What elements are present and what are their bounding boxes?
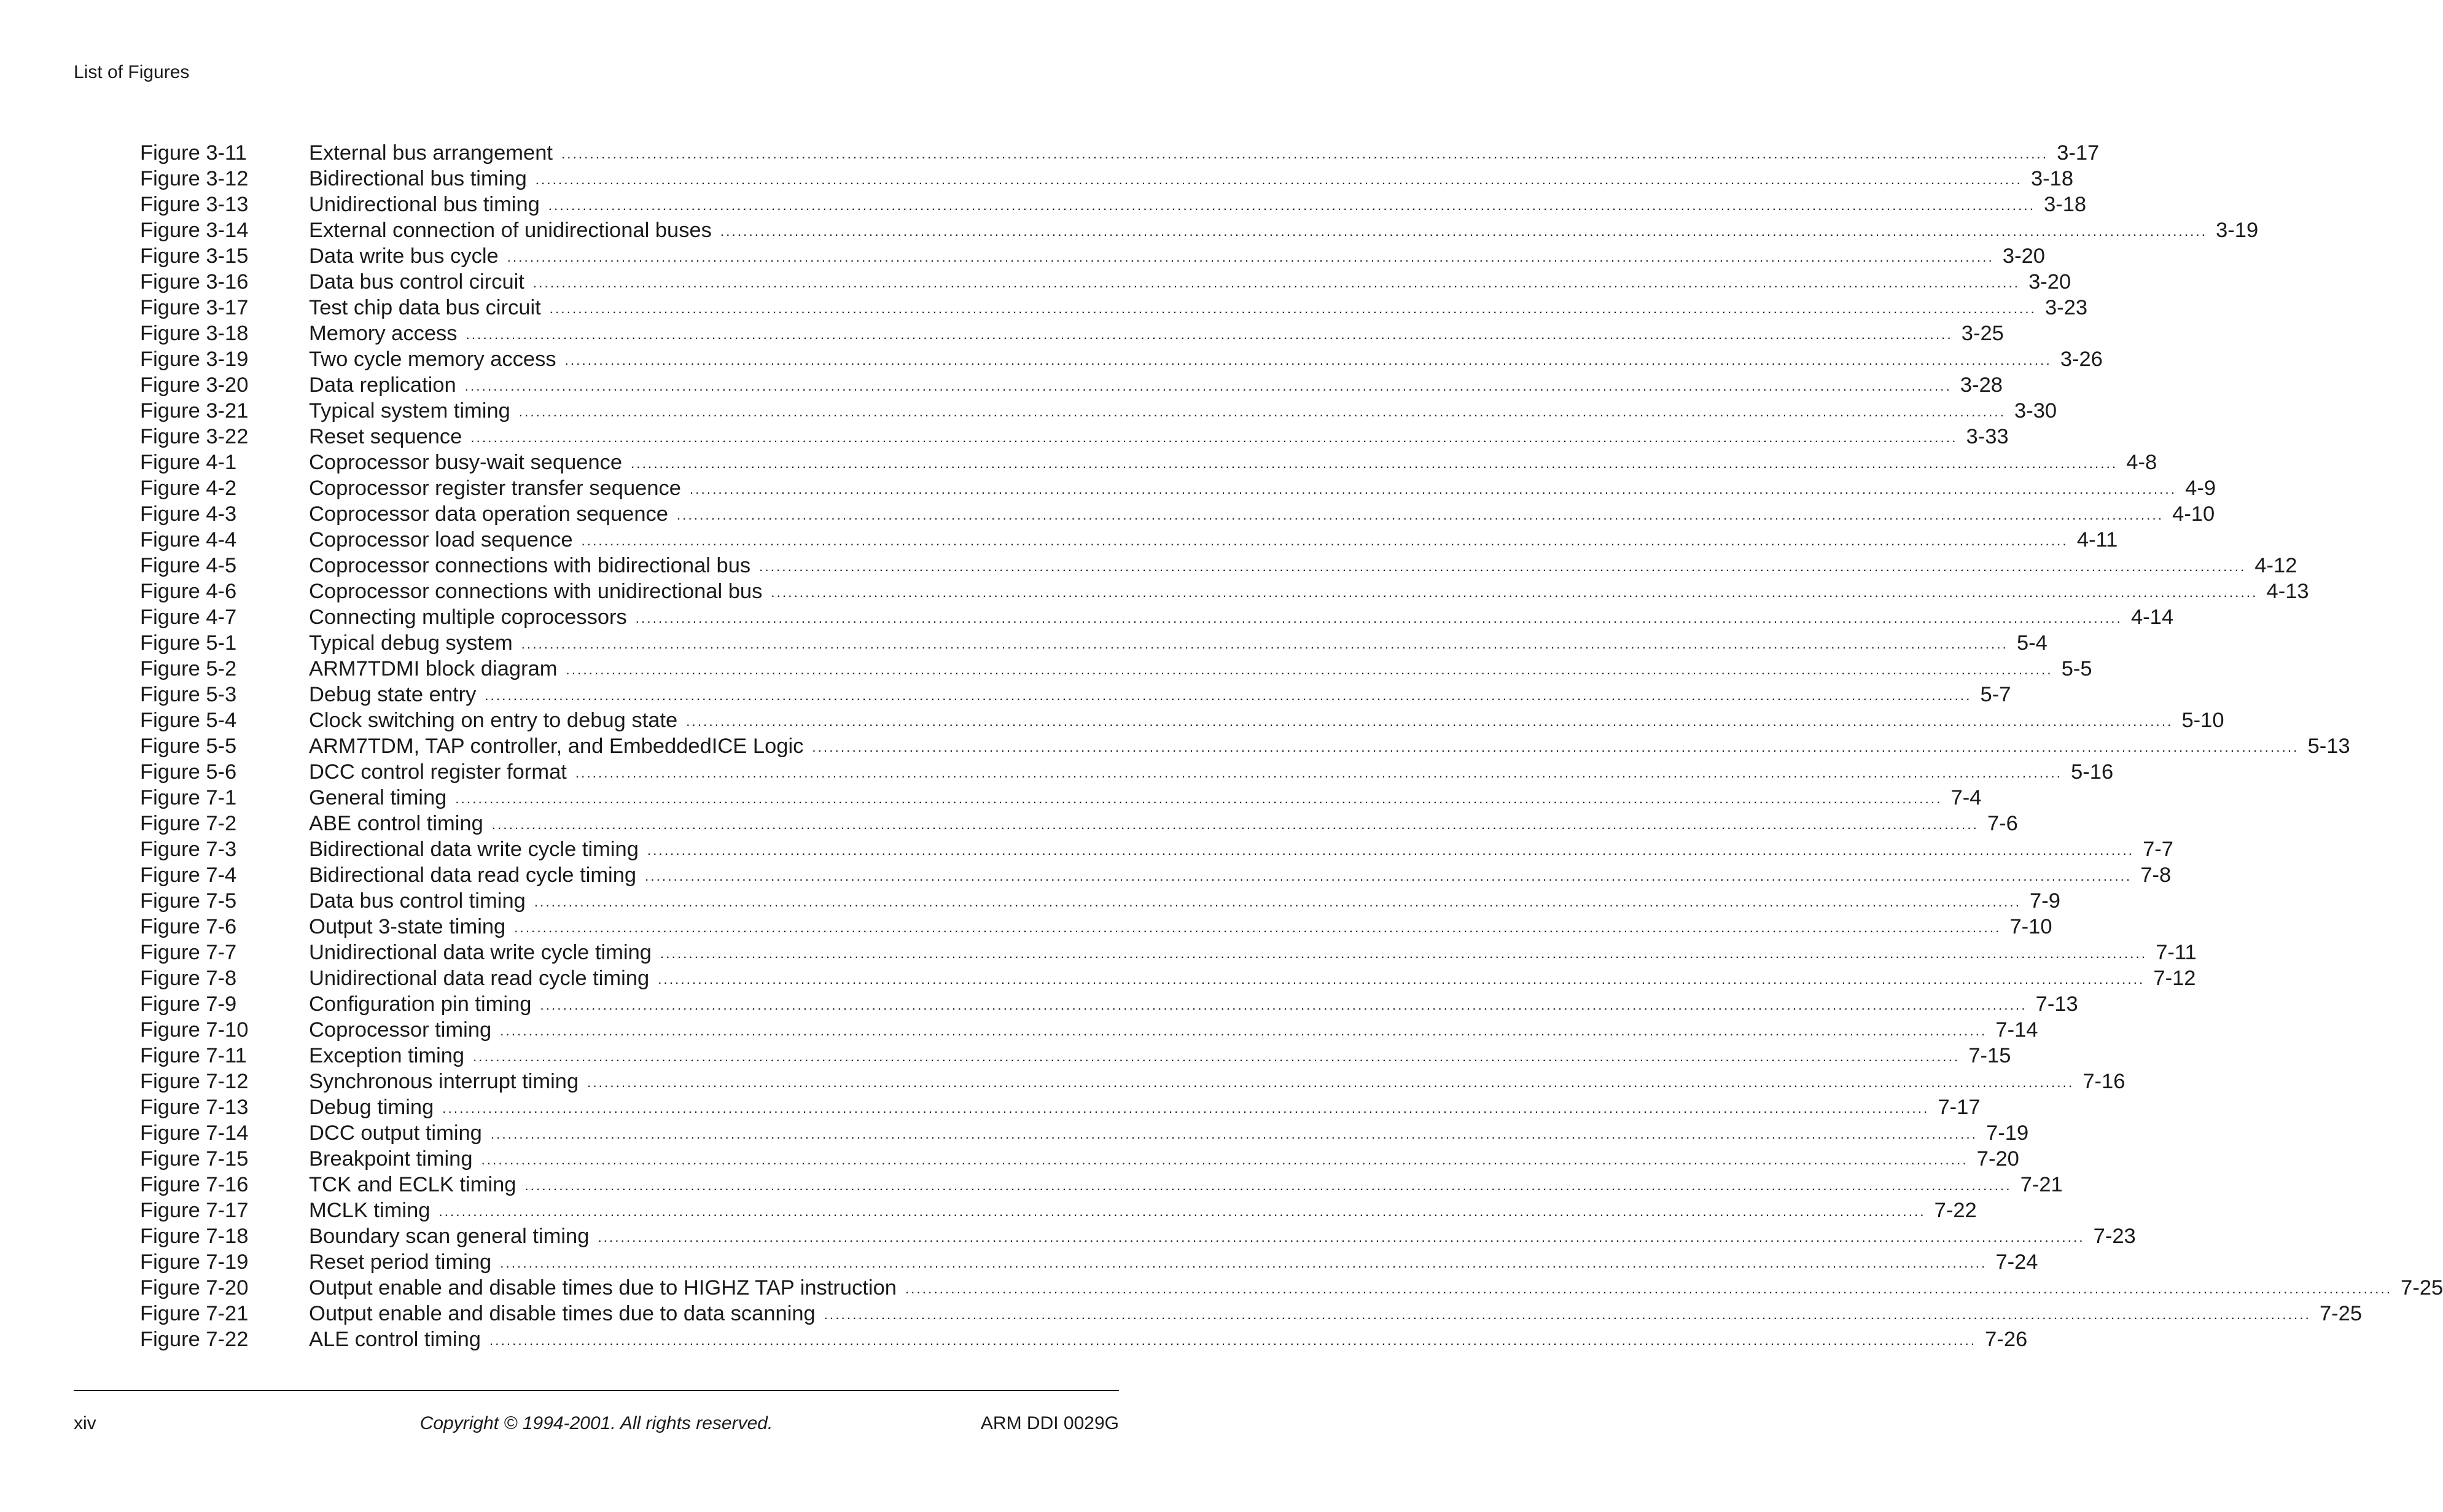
figure-title[interactable]: Output 3-state timing [309, 915, 506, 938]
figure-number: Figure 7-21 [140, 1302, 249, 1325]
dot-leader: .................................................................................................................................................................................................................................................................... [489, 1333, 1977, 1348]
figure-number: Figure 3-17 [140, 296, 249, 319]
dot-leader: .................................................................................................................................................................................................................................................................... [658, 972, 2145, 987]
figure-page-number[interactable]: 5-16 [2071, 760, 2114, 784]
figure-entry[interactable] [140, 707, 2224, 733]
dot-leader: .................................................................................................................................................................................................................................................................... [598, 1229, 2085, 1245]
figure-page-number[interactable]: 3-33 [1966, 425, 2009, 448]
dot-leader: .................................................................................................................................................................................................................................................................... [575, 765, 2063, 781]
figure-entry[interactable] [140, 785, 1982, 811]
figure-entry[interactable] [140, 940, 2197, 965]
figure-title[interactable]: External connection of unidirectional buses [309, 219, 712, 242]
figure-title[interactable]: ABE control timing [309, 812, 483, 835]
figure-number: Figure 3-18 [140, 322, 249, 345]
figure-title[interactable]: Coprocessor busy-wait sequence [309, 451, 623, 474]
figure-entry[interactable] [140, 656, 2092, 682]
figure-entry[interactable] [140, 475, 2216, 501]
figure-title[interactable]: Two cycle memory access [309, 348, 556, 371]
figure-title[interactable]: Bidirectional data write cycle timing [309, 838, 639, 861]
dot-leader: .................................................................................................................................................................................................................................................................... [507, 249, 1994, 265]
dot-leader: .................................................................................................................................................................................................................................................................... [686, 714, 2173, 729]
figure-title[interactable]: Output enable and disable times due to HIGHZ TAP instruction [309, 1276, 897, 1300]
figure-title[interactable]: Synchronous interrupt timing [309, 1070, 579, 1093]
figure-title[interactable]: Coprocessor load sequence [309, 528, 573, 551]
dot-leader: .................................................................................................................................................................................................................................................................... [540, 997, 2027, 1013]
figure-page-number[interactable]: 4-14 [2130, 606, 2174, 629]
dot-leader: .................................................................................................................................................................................................................................................................... [500, 1023, 1987, 1039]
dot-leader: .................................................................................................................................................................................................................................................................... [647, 843, 2135, 858]
figure-number: Figure 7-13 [140, 1096, 249, 1119]
dot-leader: .................................................................................................................................................................................................................................................................... [485, 688, 1972, 703]
figure-page-number[interactable]: 7-19 [1986, 1121, 2029, 1145]
figure-entry[interactable] [140, 450, 2157, 475]
figure-entry[interactable] [140, 604, 2174, 630]
figure-title[interactable]: Output enable and disable times due to data scanning [309, 1302, 816, 1325]
figure-entry[interactable] [140, 682, 2011, 707]
figure-entry[interactable] [140, 295, 2088, 321]
figure-title[interactable]: Coprocessor connections with unidirectional bus [309, 580, 763, 603]
figure-entry[interactable] [140, 346, 2103, 372]
figure-page-number[interactable]: 7-26 [1985, 1328, 2028, 1351]
figure-entry[interactable] [140, 1043, 2011, 1069]
dot-leader: .................................................................................................................................................................................................................................................................... [521, 636, 2008, 652]
figure-title[interactable]: Connecting multiple coprocessors [309, 606, 627, 629]
figure-page-number[interactable]: 3-25 [1961, 322, 2004, 345]
figure-page-number[interactable]: 7-12 [2153, 967, 2196, 990]
figure-page-number[interactable]: 5-13 [2307, 735, 2350, 758]
dot-leader: .................................................................................................................................................................................................................................................................... [564, 353, 2052, 368]
figure-page-number[interactable]: 4-10 [2172, 502, 2215, 526]
figure-number: Figure 3-14 [140, 219, 249, 242]
figure-page-number[interactable]: 3-26 [2060, 348, 2103, 371]
figure-title[interactable]: Bidirectional data read cycle timing [309, 863, 637, 887]
dot-leader: .................................................................................................................................................................................................................................................................... [548, 198, 2036, 213]
figure-entry[interactable] [140, 398, 2057, 424]
figure-entry[interactable] [140, 579, 2309, 604]
figure-page-number[interactable]: 7-14 [1995, 1018, 2038, 1042]
figure-entry[interactable] [140, 1120, 2029, 1146]
figure-number: Figure 3-19 [140, 348, 249, 371]
figure-title[interactable]: Bidirectional bus timing [309, 167, 527, 190]
copyright-notice: Copyright © 1994-2001. All rights reserved. [419, 1413, 773, 1433]
figure-entry[interactable] [140, 1069, 2125, 1094]
figure-entry[interactable] [140, 733, 2350, 759]
figure-number: Figure 7-16 [140, 1173, 249, 1196]
figure-entry[interactable] [140, 372, 2003, 398]
dot-leader: .................................................................................................................................................................................................................................................................... [491, 817, 1979, 832]
figure-page-number[interactable]: 7-25 [2319, 1302, 2363, 1325]
figure-number: Figure 4-6 [140, 580, 237, 603]
figure-entry[interactable] [140, 217, 2259, 243]
figure-entry[interactable] [140, 630, 2048, 656]
figure-title[interactable]: Unidirectional bus timing [309, 193, 540, 216]
figure-page-number[interactable]: 7-4 [1950, 786, 1982, 809]
figure-title[interactable]: Debug timing [309, 1096, 434, 1119]
figure-page-number[interactable]: 5-5 [2061, 657, 2092, 680]
figure-entry[interactable] [140, 1146, 2019, 1172]
figure-number: Figure 7-2 [140, 812, 237, 835]
running-header: List of Figures [74, 62, 190, 82]
figure-title[interactable]: Coprocessor register transfer sequence [309, 477, 681, 500]
figure-number: Figure 3-11 [140, 141, 247, 165]
figure-number: Figure 3-15 [140, 244, 249, 268]
dot-leader: .................................................................................................................................................................................................................................................................... [631, 456, 2118, 471]
figure-number: Figure 7-19 [140, 1250, 249, 1274]
figure-title[interactable]: TCK and ECLK timing [309, 1173, 516, 1196]
figure-entry[interactable] [140, 1198, 1977, 1223]
figure-page-number[interactable]: 5-10 [2181, 709, 2224, 732]
figure-number: Figure 7-8 [140, 967, 237, 990]
figure-entry[interactable] [140, 192, 2087, 217]
figure-number: Figure 5-6 [140, 760, 237, 784]
figure-entry[interactable] [140, 862, 2172, 888]
figure-page-number[interactable]: 3-19 [2216, 219, 2259, 242]
dot-leader: .................................................................................................................................................................................................................................................................... [514, 920, 2001, 935]
dot-leader: .................................................................................................................................................................................................................................................................... [466, 327, 1953, 342]
figure-list [140, 140, 2443, 1352]
figure-entry[interactable] [140, 553, 2297, 579]
figure-page-number[interactable]: 7-23 [2093, 1225, 2136, 1248]
figure-number: Figure 4-1 [140, 451, 237, 474]
dot-leader: .................................................................................................................................................................................................................................................................... [689, 481, 2177, 497]
figure-number: Figure 4-2 [140, 477, 237, 500]
figure-page-number[interactable]: 3-23 [2044, 296, 2088, 319]
dot-leader: .................................................................................................................................................................................................................................................................... [824, 1307, 2311, 1322]
figure-title[interactable]: DCC output timing [309, 1121, 482, 1145]
figure-number: Figure 3-22 [140, 425, 249, 448]
figure-page-number[interactable]: 3-28 [1960, 373, 2003, 397]
figure-page-number[interactable]: 3-17 [2057, 141, 2100, 165]
figure-entry[interactable] [140, 991, 2078, 1017]
dot-leader: .................................................................................................................................................................................................................................................................... [518, 404, 2006, 419]
dot-leader: .................................................................................................................................................................................................................................................................... [470, 430, 1958, 445]
figure-page-number[interactable]: 3-30 [2014, 399, 2057, 423]
figure-number: Figure 7-4 [140, 863, 237, 887]
figure-entry[interactable] [140, 321, 2004, 346]
figure-title[interactable]: Coprocessor connections with bidirectional bus [309, 554, 751, 577]
dot-leader: .................................................................................................................................................................................................................................................................... [535, 172, 2022, 187]
dot-leader: .................................................................................................................................................................................................................................................................... [455, 791, 1942, 806]
figure-number: Figure 4-7 [140, 606, 237, 629]
dot-leader: .................................................................................................................................................................................................................................................................... [587, 1075, 2075, 1090]
figure-entry[interactable] [140, 1223, 2136, 1249]
figure-entry[interactable] [140, 1172, 2063, 1198]
figure-page-number[interactable]: 5-4 [2016, 631, 2048, 655]
dot-leader: .................................................................................................................................................................................................................................................................... [532, 275, 2020, 290]
figure-number: Figure 4-5 [140, 554, 237, 577]
figure-title[interactable]: Data replication [309, 373, 456, 397]
figure-page-number[interactable]: 7-7 [2143, 838, 2173, 861]
figure-entry[interactable] [140, 1301, 2363, 1327]
figure-page-number[interactable]: 7-13 [2035, 992, 2078, 1016]
figure-page-number[interactable]: 7-8 [2140, 863, 2172, 887]
figure-page-number[interactable]: 4-11 [2076, 528, 2118, 551]
figure-number: Figure 5-2 [140, 657, 237, 680]
figure-title[interactable]: Unidirectional data write cycle timing [309, 941, 652, 964]
figure-page-number[interactable]: 7-10 [2009, 915, 2052, 938]
dot-leader: .................................................................................................................................................................................................................................................................... [905, 1281, 2393, 1296]
dot-leader: .................................................................................................................................................................................................................................................................... [771, 585, 2258, 600]
figure-entry[interactable] [140, 243, 2045, 269]
figure-entry[interactable] [140, 501, 2215, 527]
figure-number: Figure 3-12 [140, 167, 249, 190]
dot-leader: .................................................................................................................................................................................................................................................................... [438, 1204, 1926, 1219]
figure-entry[interactable] [140, 527, 2118, 553]
dot-leader: .................................................................................................................................................................................................................................................................... [635, 610, 2122, 626]
figure-number: Figure 7-11 [140, 1044, 247, 1067]
dot-leader: .................................................................................................................................................................................................................................................................... [549, 301, 2036, 316]
figure-title[interactable]: Memory access [309, 322, 458, 345]
figure-number: Figure 7-1 [140, 786, 237, 809]
figure-page-number[interactable]: 3-20 [2002, 244, 2045, 268]
figure-entry[interactable] [140, 965, 2196, 991]
figure-title[interactable]: Breakpoint timing [309, 1147, 473, 1171]
figure-title[interactable]: External bus arrangement [309, 141, 553, 165]
figure-page-number[interactable]: 4-12 [2254, 554, 2297, 577]
figure-title[interactable]: ALE control timing [309, 1328, 481, 1351]
dot-leader: .................................................................................................................................................................................................................................................................... [561, 146, 2049, 162]
figure-number: Figure 7-7 [140, 941, 237, 964]
figure-title[interactable]: ARM7TDMI block diagram [309, 657, 558, 680]
figure-title[interactable]: General timing [309, 786, 447, 809]
figure-entry[interactable] [140, 1275, 2443, 1301]
figure-page-number[interactable]: 7-17 [1938, 1096, 1981, 1119]
figure-number: Figure 7-9 [140, 992, 237, 1016]
figure-title[interactable]: Configuration pin timing [309, 992, 532, 1016]
figure-number: Figure 3-13 [140, 193, 249, 216]
dot-leader: .................................................................................................................................................................................................................................................................... [759, 559, 2246, 574]
figure-entry[interactable] [140, 1017, 2038, 1043]
figure-title[interactable]: Typical system timing [309, 399, 510, 423]
figure-title[interactable]: Reset period timing [309, 1250, 492, 1274]
dot-leader: .................................................................................................................................................................................................................................................................... [442, 1101, 1930, 1116]
figure-page-number[interactable]: 3-18 [2044, 193, 2087, 216]
figure-title[interactable]: Data bus control timing [309, 889, 526, 913]
figure-title[interactable]: MCLK timing [309, 1199, 431, 1222]
figure-title[interactable]: Data write bus cycle [309, 244, 499, 268]
figure-title[interactable]: DCC control register format [309, 760, 567, 784]
figure-number: Figure 7-3 [140, 838, 237, 861]
figure-entry[interactable] [140, 424, 2009, 450]
figure-number: Figure 3-21 [140, 399, 249, 423]
footer-divider [74, 1390, 1119, 1391]
dot-leader: .................................................................................................................................................................................................................................................................... [566, 662, 2053, 677]
figure-page-number[interactable]: 7-11 [2156, 941, 2197, 964]
figure-number: Figure 7-22 [140, 1328, 249, 1351]
figure-number: Figure 3-16 [140, 270, 249, 294]
figure-title[interactable]: Coprocessor timing [309, 1018, 492, 1042]
figure-page-number[interactable]: 7-16 [2083, 1070, 2125, 1093]
figure-title[interactable]: Reset sequence [309, 425, 462, 448]
figure-title[interactable]: Data bus control circuit [309, 270, 524, 294]
figure-number: Figure 7-12 [140, 1070, 249, 1093]
figure-entry[interactable] [140, 811, 2018, 836]
dot-leader: .................................................................................................................................................................................................................................................................... [812, 739, 2299, 755]
figure-number: Figure 7-14 [140, 1121, 249, 1145]
dot-leader: .................................................................................................................................................................................................................................................................... [500, 1255, 1987, 1271]
figure-page-number[interactable]: 7-6 [1987, 812, 2018, 835]
dot-leader: .................................................................................................................................................................................................................................................................... [524, 1178, 2012, 1193]
figure-number: Figure 5-3 [140, 683, 237, 706]
figure-number: Figure 5-1 [140, 631, 237, 655]
figure-page-number[interactable]: 7-21 [2020, 1173, 2063, 1196]
figure-number: Figure 7-6 [140, 915, 237, 938]
dot-leader: .................................................................................................................................................................................................................................................................... [645, 868, 2132, 884]
figure-entry[interactable] [140, 1327, 2028, 1352]
figure-number: Figure 7-17 [140, 1199, 249, 1222]
dot-leader: .................................................................................................................................................................................................................................................................... [534, 894, 2022, 910]
figure-page-number[interactable]: 7-15 [1968, 1044, 2011, 1067]
figure-title[interactable]: Exception timing [309, 1044, 465, 1067]
dot-leader: .................................................................................................................................................................................................................................................................... [464, 378, 1952, 394]
figure-page-number[interactable]: 7-25 [2401, 1276, 2443, 1300]
figure-entry[interactable] [140, 140, 2100, 166]
figure-entry[interactable] [140, 1249, 2038, 1275]
page-number: xiv [74, 1413, 96, 1433]
figure-page-number[interactable]: 7-22 [1934, 1199, 1977, 1222]
figure-entry[interactable] [140, 166, 2074, 192]
figure-page-number[interactable]: 5-7 [1980, 683, 2011, 706]
figure-page-number[interactable]: 3-20 [2028, 270, 2071, 294]
dot-leader: .................................................................................................................................................................................................................................................................... [481, 1152, 1968, 1167]
figure-number: Figure 5-5 [140, 735, 237, 758]
dot-leader: .................................................................................................................................................................................................................................................................... [676, 507, 2164, 523]
dot-leader: .................................................................................................................................................................................................................................................................... [660, 946, 2148, 961]
page-footer [74, 1410, 1119, 1437]
figure-title[interactable]: Debug state entry [309, 683, 477, 706]
figure-number: Figure 7-5 [140, 889, 237, 913]
figure-page-number[interactable]: 7-9 [2030, 889, 2060, 913]
figure-number: Figure 3-20 [140, 373, 249, 397]
figure-entry[interactable] [140, 836, 2173, 862]
figure-page-number[interactable]: 7-20 [1976, 1147, 2019, 1171]
figure-number: Figure 5-4 [140, 709, 237, 732]
figure-number: Figure 7-15 [140, 1147, 249, 1171]
figure-entry[interactable] [140, 269, 2071, 295]
document-id: ARM DDI 0029G [980, 1413, 1119, 1433]
figure-entry[interactable] [140, 1094, 1981, 1120]
dot-leader: .................................................................................................................................................................................................................................................................... [490, 1126, 1978, 1142]
figure-title[interactable]: Clock switching on entry to debug state [309, 709, 678, 732]
figure-number: Figure 4-3 [140, 502, 237, 526]
figure-title[interactable]: ARM7TDM, TAP controller, and EmbeddedICE Logic [309, 735, 804, 758]
figure-page-number[interactable]: 7-24 [1995, 1250, 2038, 1274]
dot-leader: .................................................................................................................................................................................................................................................................... [581, 533, 2068, 548]
figure-number: Figure 7-18 [140, 1225, 249, 1248]
figure-entry[interactable] [140, 914, 2052, 940]
dot-leader: .................................................................................................................................................................................................................................................................... [720, 224, 2208, 239]
figure-number: Figure 7-20 [140, 1276, 249, 1300]
figure-page-number[interactable]: 4-9 [2185, 477, 2216, 500]
figure-title[interactable]: Unidirectional data read cycle timing [309, 967, 650, 990]
figure-entry[interactable] [140, 888, 2060, 914]
figure-page-number[interactable]: 4-13 [2266, 580, 2309, 603]
figure-title[interactable]: Coprocessor data operation sequence [309, 502, 668, 526]
figure-title[interactable]: Boundary scan general timing [309, 1225, 590, 1248]
figure-page-number[interactable]: 3-18 [2030, 167, 2074, 190]
figure-number: Figure 4-4 [140, 528, 237, 551]
figure-entry[interactable] [140, 759, 2114, 785]
dot-leader: .................................................................................................................................................................................................................................................................... [473, 1049, 1960, 1064]
figure-title[interactable]: Test chip data bus circuit [309, 296, 541, 319]
figure-page-number[interactable]: 4-8 [2126, 451, 2157, 474]
figure-number: Figure 7-10 [140, 1018, 249, 1042]
figure-title[interactable]: Typical debug system [309, 631, 513, 655]
